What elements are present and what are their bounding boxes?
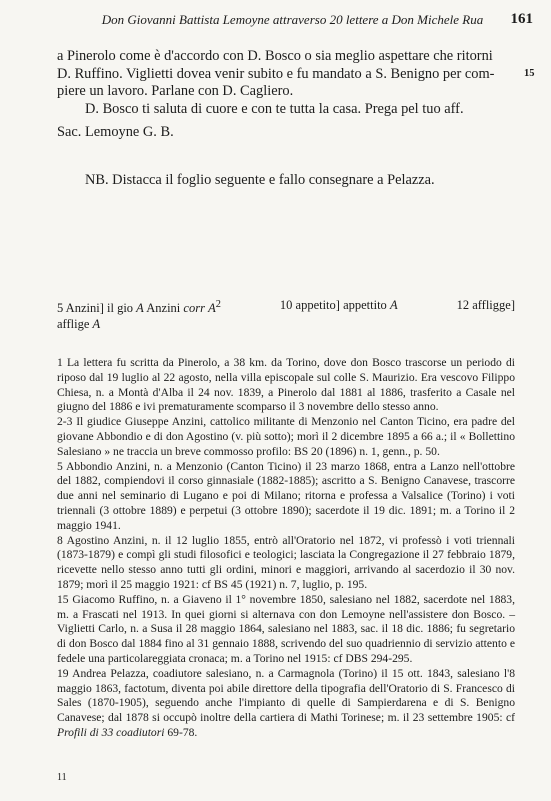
nb-block bbox=[57, 172, 515, 190]
greeting: D. Bosco ti saluta di cuore e con te tutta la casa. Prega pel tuo aff. bbox=[85, 100, 464, 117]
letter-body bbox=[57, 48, 515, 142]
nb-note: NB. Distacca il foglio seguente e fallo consegnare a Pelazza. bbox=[85, 172, 435, 188]
footnote: 1 La lettera fu scritta da Pinerolo, a 38 km. da Torino, dove don Bosco trascorse un periodo di riposo dal 19 luglio al 22 agosto, nella villa episcopale sul colle S. Maurizio. Era vescovo Filippo Chiesa, n. a Montà d'Alba il 24 nov. 1839, a Pinerolo dal 1881 al 1886, trasferito a Casale nel giugno del 1886 e ivi prematuramente scomparso il 3 novembre dello stesso anno. bbox=[57, 356, 515, 414]
footnote: 2-3 Il giudice Giuseppe Anzini, cattolico militante di Menzonio nel Canton Ticino, era padre del giovane Abbondio e di don Agostino (v. più sotto); morì il 2 dicembre 1895 a 66 a.; il « Bollettino Salesiano » ne traccia un breve commosso profilo: BS 20 (1896) n. 1, genn., p. 50. bbox=[57, 415, 515, 458]
page-number: 161 bbox=[510, 11, 533, 27]
apparatus-entry-10: 10 appetito] appettito A bbox=[279, 298, 398, 312]
footnote: 5 Abbondio Anzini, n. a Menzonio (Canton Ticino) il 23 marzo 1868, entra a Lanzo nell'ottobre del 1882, compiendovi il corso ginnasiale (1882-1885); ascritto a S. Benigno Canavese, trascorre due anni nel seminario di Lugano e poi di Milano; ritorna e professa a Valsalice (Torino) i voti triennali (3 ottobre 1889) e perpetui (3 ottobre 1890); sacerdote il 19 dic. 1891; m. a Torino il 2 maggio 1941. bbox=[57, 459, 515, 532]
signature: Sac. Lemoyne G. B. bbox=[57, 124, 174, 141]
running-title: Don Giovanni Battista Lemoyne attraverso 20 lettere a Don Michele Rua bbox=[101, 12, 484, 27]
apparatus-entry-5: 5 Anzini] il gio A Anzini corr $A^2$ bbox=[57, 299, 221, 316]
footnotes bbox=[57, 356, 515, 741]
footnote: 8 Agostino Anzini, n. il 12 luglio 1855, entrò all'Oratorio nel 1872, vi professò i voti triennali (1873-1879) e compì gli studi filosofici e teologici; lasciata la Congregazione il 27 febbraio 1879, ricevette nello stesso anno tutti gli ordini, minori e maggiori, arrivando al sacerdozio il 30 nov. 1879; morì il 25 maggio 1921: cf BS 45 (1921) n. 7, luglio, p. 195. bbox=[57, 533, 515, 591]
footer-signature-mark: 11 bbox=[57, 772, 67, 783]
margin-line-number: 15 bbox=[524, 68, 535, 79]
letter-line: piere un lavoro. Parlane con D. Cagliero. bbox=[57, 83, 294, 100]
footnote: 19 Andrea Pelazza, coadiutore salesiano, n. a Carmagnola (Torino) il 15 ott. 1843, salesiano l'8 maggio 1863, factotum, diventa poi abile direttore della tipografia dell'Oratorio di S. Francesco di Sales (1870-1905), seguendo anche l'impianto di quelle di Sampierdarena e di S. Benigno Canavese; dal 1878 si occupò inoltre della cartiera di Mathi Torinese; m. il 23 settembre 1905: cf Profili di 33 coadiutori 69-78. bbox=[57, 666, 515, 739]
critical-apparatus bbox=[57, 297, 515, 332]
apparatus-entry-12: 12 affligge] bbox=[456, 298, 515, 312]
footnote: 15 Giacomo Ruffino, n. a Giaveno il 1° novembre 1850, salesiano nel 1882, sacerdote nel 1883, m. a Frascati nel 1913. In quei giorni si alternava con don Lemoyne nell'assistere don Bosco. – Viglietti Carlo, n. a Susa il 28 maggio 1864, salesiano nel 1883, sac. il 18 dic. 1886; fu segretario di don Bosco dal 1884 fino al 31 gennaio 1888, scrivendo del suo quadriennio di servizio attento e fedele una particolareggiata cronaca; m. a Torino nel 1915: cf DBS 294-295. bbox=[57, 592, 515, 665]
letter-line: a Pinerolo come è d'accordo con D. Bosco o sia meglio aspettare che ritorni bbox=[57, 48, 493, 64]
apparatus-entry-12-cont: afflige A bbox=[57, 317, 101, 332]
letter-line: D. Ruffino. Viglietti dovea venir subito e fu mandato a S. Benigno per com- bbox=[57, 65, 495, 82]
